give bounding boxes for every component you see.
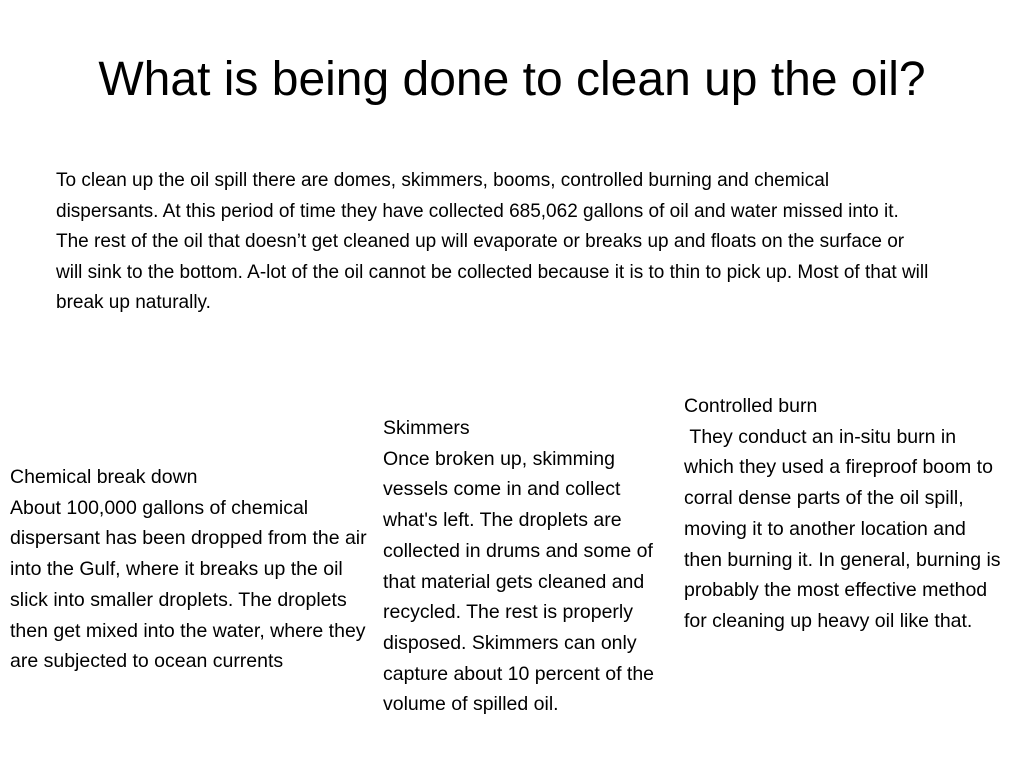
controlled-burn-heading: Controlled burn <box>684 395 818 417</box>
intro-paragraph: To clean up the oil spill there are domes, skimmers, booms, controlled burning and chemical dispersants. At this period of time they have collected 685,062 gallons of oil and water missed into it. The rest of the oil that doesn’t get cleaned up will evaporate or breaks up and floats on the surface or will sink to the bottom. A-lot of the oil cannot be collected because it is to thin to pick up. Most of that will break up naturally. <box>56 170 929 314</box>
chemical-break-down-text: About 100,000 gallons of chemical dispersant has been dropped from the air into the Gulf, where it breaks up the oil slick into smaller droplets. The droplets then get mixed into the water, where they are subjected to ocean currents <box>10 496 367 673</box>
skimmers-text: Once broken up, skimming vessels come in and collect what's left. The droplets are collected in drums and some of that material gets cleaned and recycled. The rest is properly disposed. Skimmers can only capture about 10 percent of the volume of spilled oil. <box>383 447 655 716</box>
skimmers-section <box>383 413 678 768</box>
skimmers-heading: Skimmers <box>383 417 470 439</box>
chemical-break-down-heading: Chemical break down <box>10 466 198 488</box>
controlled-burn-text: They conduct an in-situ burn in which they used a fireproof boom to corral dense parts of the oil spill, moving it to another location and then burning it. In general, burning is probably the most effective method for cleaning up heavy oil like that. <box>684 425 1006 632</box>
slide-title: What is being done to clean up the oil? <box>98 53 926 106</box>
controlled-burn-section <box>684 391 1004 637</box>
chemical-break-down-section <box>10 462 380 677</box>
